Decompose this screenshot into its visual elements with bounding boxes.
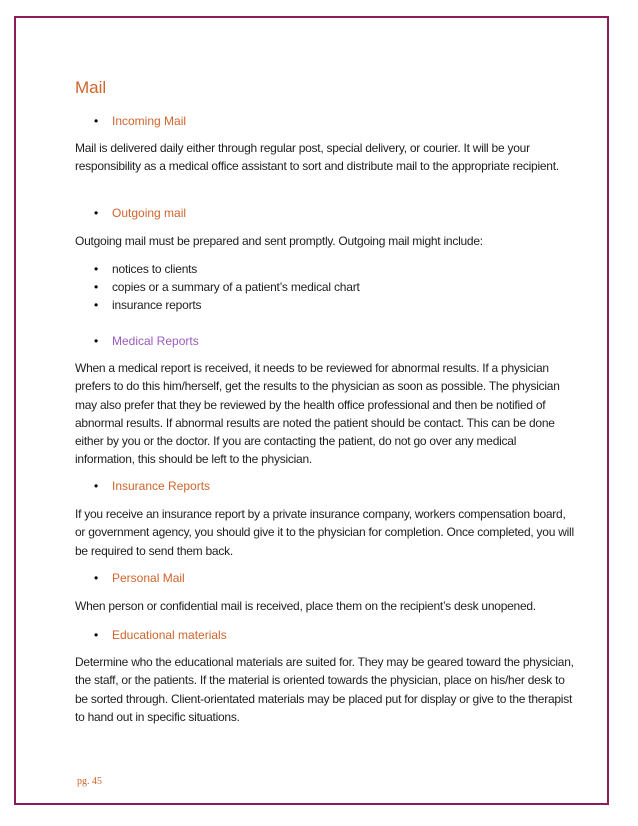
paragraph-outgoing-mail: Outgoing mail must be prepared and sent promptly. Outgoing mail might include:: [75, 234, 483, 248]
list-item: • insurance reports: [94, 298, 202, 312]
page-title: Mail: [75, 78, 107, 97]
section-heading-medical-reports: • Medical Reports: [94, 334, 199, 348]
section-heading-personal-mail: • Personal Mail: [94, 571, 185, 585]
bullet-icon: •: [94, 298, 99, 312]
paragraph-personal-mail: When person or confidential mail is received, place them on the recipient’s desk unopened.: [75, 599, 536, 613]
paragraph-incoming-mail: Mail is delivered daily either through regular post, special delivery, or courier. It will be your responsibility as a medical office assistant to sort and distribute mail to the appropriate recipient.: [75, 141, 559, 174]
bullet-icon: •: [94, 280, 99, 294]
section-heading-educational-materials: • Educational materials: [94, 628, 227, 642]
bullet-icon: •: [94, 262, 99, 276]
list-item: • notices to clients: [94, 262, 198, 276]
section-heading-insurance-reports: • Insurance Reports: [94, 479, 211, 493]
bullet-icon: •: [94, 206, 99, 220]
paragraph-educational-materials: Determine who the educational materials are suited for. They may be geared toward the physician, the staff, or the patients. If the material is oriented towards the physician, place on his/her desk to be sorted through. Client-orientated materials may be placed put for display or give to the therapist to hand out in specific situations.: [75, 655, 574, 724]
section-heading-outgoing-mail: • Outgoing mail: [94, 206, 187, 220]
paragraph-medical-reports: When a medical report is received, it needs to be reviewed for abnormal results. If a physician prefers to do this him/herself, get the results to the physician as soon as possible. The physician may also prefer that they be reviewed by the health office professional and then be notified of abnormal results. If abnormal results are noted the patient should be contact. This can be done either by you or the doctor. If you are contacting the patient, do not go over any medical information, this should be left to the physician.: [75, 361, 560, 467]
bullet-icon: •: [94, 114, 99, 128]
section-heading-incoming-mail: • Incoming Mail: [94, 114, 187, 128]
bullet-icon: •: [94, 628, 99, 642]
bullet-icon: •: [94, 571, 99, 585]
page-number: pg. 45: [77, 776, 102, 787]
list-item: • copies or a summary of a patient’s medical chart: [94, 280, 360, 294]
bullet-icon: •: [94, 334, 99, 348]
paragraph-insurance-reports: If you receive an insurance report by a private insurance company, workers compensation board, or government agency, you should give it to the physician for completion. Once completed, you will be required to send them back.: [75, 507, 574, 558]
bullet-icon: •: [94, 479, 99, 493]
